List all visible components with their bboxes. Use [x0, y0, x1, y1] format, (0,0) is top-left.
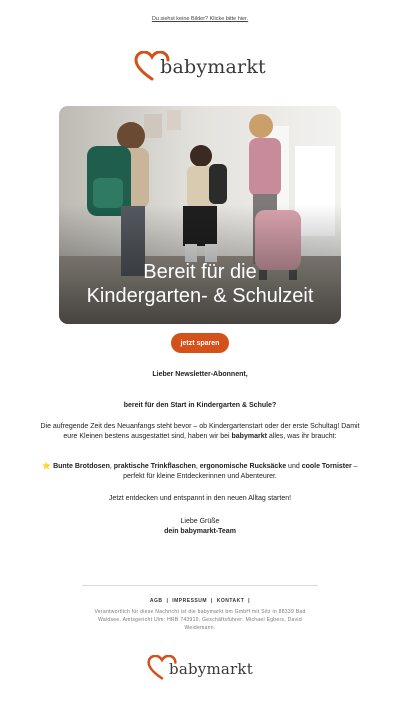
intro-end: alles, was ihr braucht: [266, 433, 337, 440]
product-school-bags: coole Tornister [301, 463, 352, 470]
products-tail: – perfekt für kleine Entdeckerinnen und Abenteurer. [123, 463, 358, 480]
footer-links [0, 598, 400, 604]
product-bottles: praktische Trinkflaschen [113, 463, 196, 470]
view-in-browser-link[interactable]: Du siehst keine Bilder? Klicke bitte hier. [151, 16, 249, 22]
closing-line: Jetzt entdecken und entspannt in den neuen Alltag starten! [108, 495, 292, 502]
team-signature: dein babymarkt-Team [164, 528, 236, 535]
hero-title [59, 260, 341, 308]
product-backpacks: ergonomische Rucksäcke [199, 463, 287, 470]
legal-notice: Verantwortlich für diese Nachricht ist die babymarkt bm GmbH mit Sitz in 88339 Bad Waldsee. Amtsgericht Ulm: HRB 743910, Geschäftsführer: Michael Egbers, David Weidemann. [94, 609, 306, 631]
separator: , [195, 463, 200, 470]
footer-divider [82, 585, 318, 586]
hero-title-line-1: Bereit für die [143, 261, 257, 283]
star-icon: ⭐ [42, 463, 52, 470]
footer-link-agb[interactable]: AGB [149, 598, 163, 604]
footer-link-kontakt[interactable]: KONTAKT [216, 598, 245, 604]
hero-title-line-2: Kindergarten- & Schulzeit [86, 285, 314, 307]
intro-paragraph [40, 422, 360, 442]
brand-wordmark: babymarkt [160, 56, 266, 78]
separator: , [109, 463, 114, 470]
footer-separator: | [248, 598, 251, 604]
products-paragraph [40, 462, 360, 482]
brand-logo[interactable] [0, 46, 400, 86]
footer-separator: | [166, 598, 169, 604]
cta-button[interactable]: jetzt sparen [171, 333, 229, 353]
intro-text: Die aufregende Zeit des Neuanfangs steht bevor – ob Kindergartenstart oder der erste Schultag! Damit eure Kleinen bestens ausgestattet sind, haben wir bei [40, 423, 360, 440]
footer-separator: | [210, 598, 213, 604]
footer-brand-logo[interactable] [0, 652, 400, 682]
brand-wordmark: babymarkt [169, 659, 253, 678]
footer-link-impressum[interactable]: IMPRESSUM [172, 598, 208, 604]
headline: bereit für den Start in Kindergarten & Schule? [123, 402, 277, 409]
intro-brand: babymarkt [231, 433, 267, 440]
hero-banner[interactable] [59, 106, 341, 324]
and-text: und [286, 463, 302, 470]
greeting: Lieber Newsletter-Abonnent, [152, 371, 248, 378]
sign-off: Liebe Grüße [180, 518, 220, 525]
product-lunchboxes: Bunte Brotdosen [53, 463, 110, 470]
